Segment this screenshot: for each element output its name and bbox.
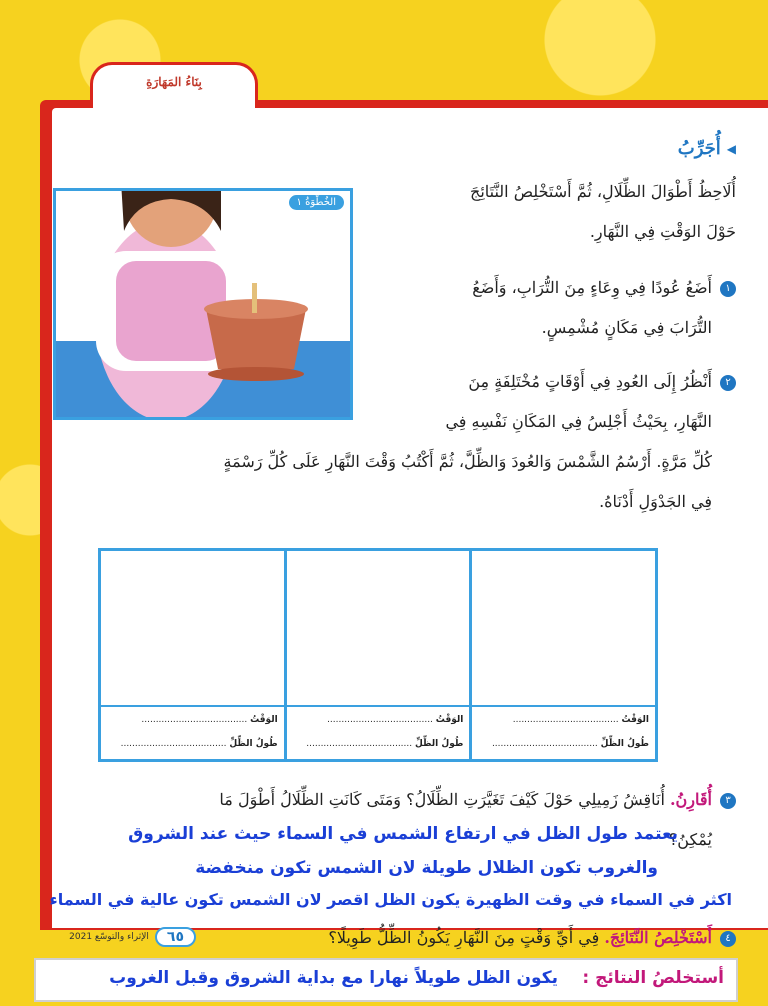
edition-label: الإثراء والتوسّع 2021 bbox=[69, 932, 149, 942]
intro-text bbox=[396, 172, 736, 252]
conclusion-text: يكون الظل طويلاً نهارا مع بداية الشروق وقبل الغروب bbox=[109, 968, 558, 988]
step-2-line-2: النَّهَارِ، بِحَيْثُ أَجْلِسُ فِي المَكَانِ نَفْسِهِ فِي bbox=[445, 412, 712, 431]
step-2-line-4: فِي الجَدْوَلِ أَدْنَاهُ. bbox=[599, 492, 712, 511]
step-3-line-1: أُنَاقِشُ زَمِيلِي حَوْلَ كَيْفَ تَغَيَّرَتِ الظِّلَالُ؟ وَمَتَى كَانَتِ الظِّلَالُ أَطْوَلَ مَا bbox=[219, 790, 665, 809]
step-1-line-1: أَضَعُ عُودًا فِي وِعَاءٍ مِنَ التُّرَابِ، وَأَضَعُ bbox=[472, 278, 712, 297]
step-4-label: أَسْتَخْلِصُ النَّتَائِجَ. bbox=[604, 928, 712, 947]
step-1-line-2: التُّرَابَ فِي مَكَانٍ مُشْمِسٍ. bbox=[541, 318, 712, 337]
experiment-photo bbox=[53, 188, 353, 420]
table-cell-2 bbox=[284, 551, 470, 759]
page-footer bbox=[36, 926, 196, 948]
triangle-icon: ◀ bbox=[726, 141, 736, 156]
length-row-3[interactable]: طُولُ الظِّلِّ ..................................... bbox=[120, 739, 278, 749]
observation-table bbox=[98, 548, 658, 762]
drawing-area-1[interactable] bbox=[472, 551, 655, 707]
answer-line-3: اكثر في السماء في وقت الظهيرة يكون الظل اقصر لان الشمس تكون عالية في السماء bbox=[49, 890, 732, 909]
step-3-label: أُقَارِنُ. bbox=[669, 790, 712, 809]
intro-line-2: حَوْلَ الوَقْتِ فِي النَّهَارِ. bbox=[589, 222, 736, 241]
time-row-3[interactable]: الوَقْتُ ..................................... bbox=[141, 715, 278, 725]
step-2-line-1: أَنْظُرُ إِلَى العُودِ فِي أَوْقَاتٍ مُخْتَلِفَةٍ مِنَ bbox=[468, 372, 712, 391]
table-cell-3 bbox=[101, 551, 284, 759]
length-row-2[interactable]: طُولُ الظِّلِّ ..................................... bbox=[306, 739, 464, 749]
drawing-area-3[interactable] bbox=[101, 551, 284, 707]
step-2 bbox=[396, 362, 736, 442]
step-2-line-3: كُلِّ مَرَّةٍ. أَرْسُمُ الشَّمْسَ وَالعُودَ وَالظِّلَّ، ثُمَّ أَكْتُبُ وَقْتَ النَّهَارِ عَلَى كُلِّ رَسْمَةٍ bbox=[223, 452, 712, 471]
step-number-4: ٤ bbox=[720, 931, 736, 947]
step-1 bbox=[396, 268, 736, 348]
answer-line-2: والغروب تكون الظلال طويلة لان الشمس تكون منخفضة bbox=[195, 858, 658, 878]
step-badge: الخُطْوَةُ ١ bbox=[289, 195, 344, 210]
drawing-area-2[interactable] bbox=[287, 551, 470, 707]
skill-tab-label: بِنَاءُ المَهَارَةِ bbox=[146, 75, 202, 89]
step-4-line-1: فِي أَيِّ وَقْتٍ مِنَ النَّهَارِ يَكُونُ الظِّلُّ طَوِيلًا؟ bbox=[328, 928, 600, 947]
table-cell-1 bbox=[469, 551, 655, 759]
page-number: ٦٥ bbox=[155, 927, 196, 947]
time-row-2[interactable]: الوَقْتُ ..................................... bbox=[327, 715, 464, 725]
intro-line-1: أُلَاحِظُ أَطْوَالَ الظِّلَالِ، ثُمَّ أَسْتَخْلِصُ النَّتَائِجَ bbox=[469, 182, 736, 201]
step-4 bbox=[176, 918, 736, 958]
step-2-continued bbox=[96, 442, 736, 522]
step-number-2: ٢ bbox=[720, 375, 736, 391]
conclusion-box bbox=[34, 958, 738, 1002]
section-heading bbox=[678, 138, 736, 159]
heading-text: أُجَرِّبُ bbox=[677, 138, 721, 159]
girl-planting-illustration bbox=[56, 191, 350, 417]
length-row-1[interactable]: طُولُ الظِّلِّ ..................................... bbox=[491, 739, 649, 749]
step-3 bbox=[46, 780, 736, 860]
conclusion-label: أستخلصُ النتائج : bbox=[582, 968, 724, 988]
skill-tab bbox=[90, 62, 258, 108]
step-3-line-2: يُمْكِنُ؟ bbox=[668, 830, 712, 849]
answer-line-1: يعتمد طول الظل في ارتفاع الشمس في السماء حيث عند الشروق bbox=[128, 824, 678, 844]
step-number-1: ١ bbox=[720, 281, 736, 297]
time-row-1[interactable]: الوَقْتُ ..................................... bbox=[512, 715, 649, 725]
step-number-3: ٣ bbox=[720, 793, 736, 809]
